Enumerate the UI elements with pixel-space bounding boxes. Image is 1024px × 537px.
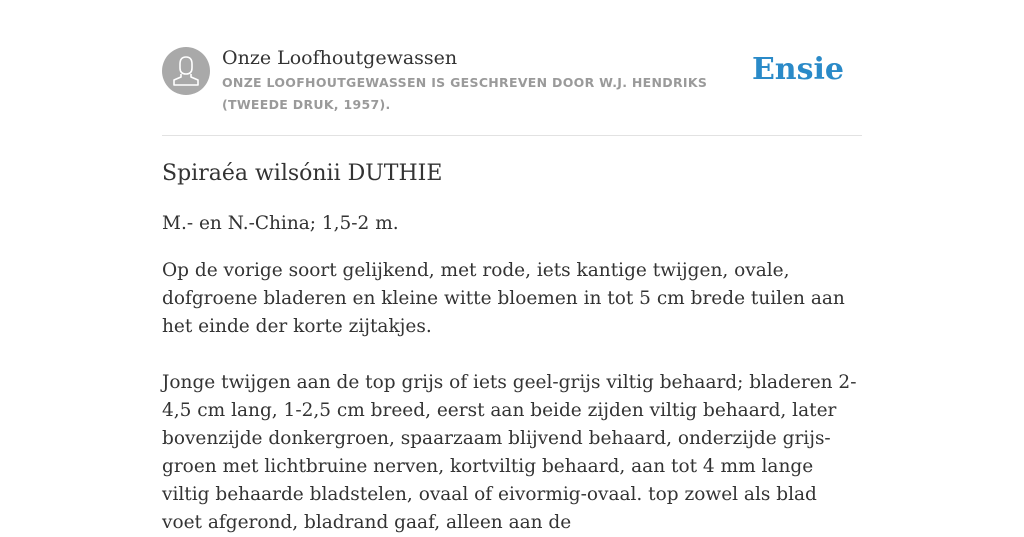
header-divider	[162, 135, 862, 136]
entry-content	[162, 158, 862, 537]
entry-paragraph: M.- en N.-China; 1,5-2 m.	[162, 213, 399, 234]
author-avatar[interactable]	[162, 47, 210, 95]
entry-paragraph: Op de vorige soort gelijkend, met rode, iets kantige twijgen, ovale, dofgroene bladeren en kleine witte bloemen in tot 5 cm brede tuilen aan het einde der korte zijtakjes.	[162, 260, 845, 337]
user-icon	[162, 47, 210, 95]
entry-title: Spiraéa wilsónii DUTHIE	[162, 161, 443, 186]
book-header	[162, 46, 862, 136]
entry-paragraph: Jonge twijgen aan de top grijs of iets geel-grijs viltig behaard; bladeren 2-4,5 cm lang, 1-2,5 cm breed, eerst aan beide zijden viltig behaard, later bovenzijde donkergroen, spaarzaam blijvend behaard, onderzijde grijs-groen met lichtbruine nerven, kortviltig behaard, aan tot 4 mm lange viltig behaarde bladstelen, ovaal of eivormig-ovaal. top zowel als blad voet afgerond, bladrand gaaf, alleen aan de	[162, 372, 857, 533]
book-title[interactable]: Onze Loofhoutgewassen	[222, 47, 458, 69]
ensie-logo-link[interactable]: Ensie	[751, 52, 844, 87]
book-description: ONZE LOOFHOUTGEWASSEN IS GESCHREVEN DOOR W.J. HENDRIKS (TWEEDE DRUK, 1957).	[222, 75, 708, 112]
